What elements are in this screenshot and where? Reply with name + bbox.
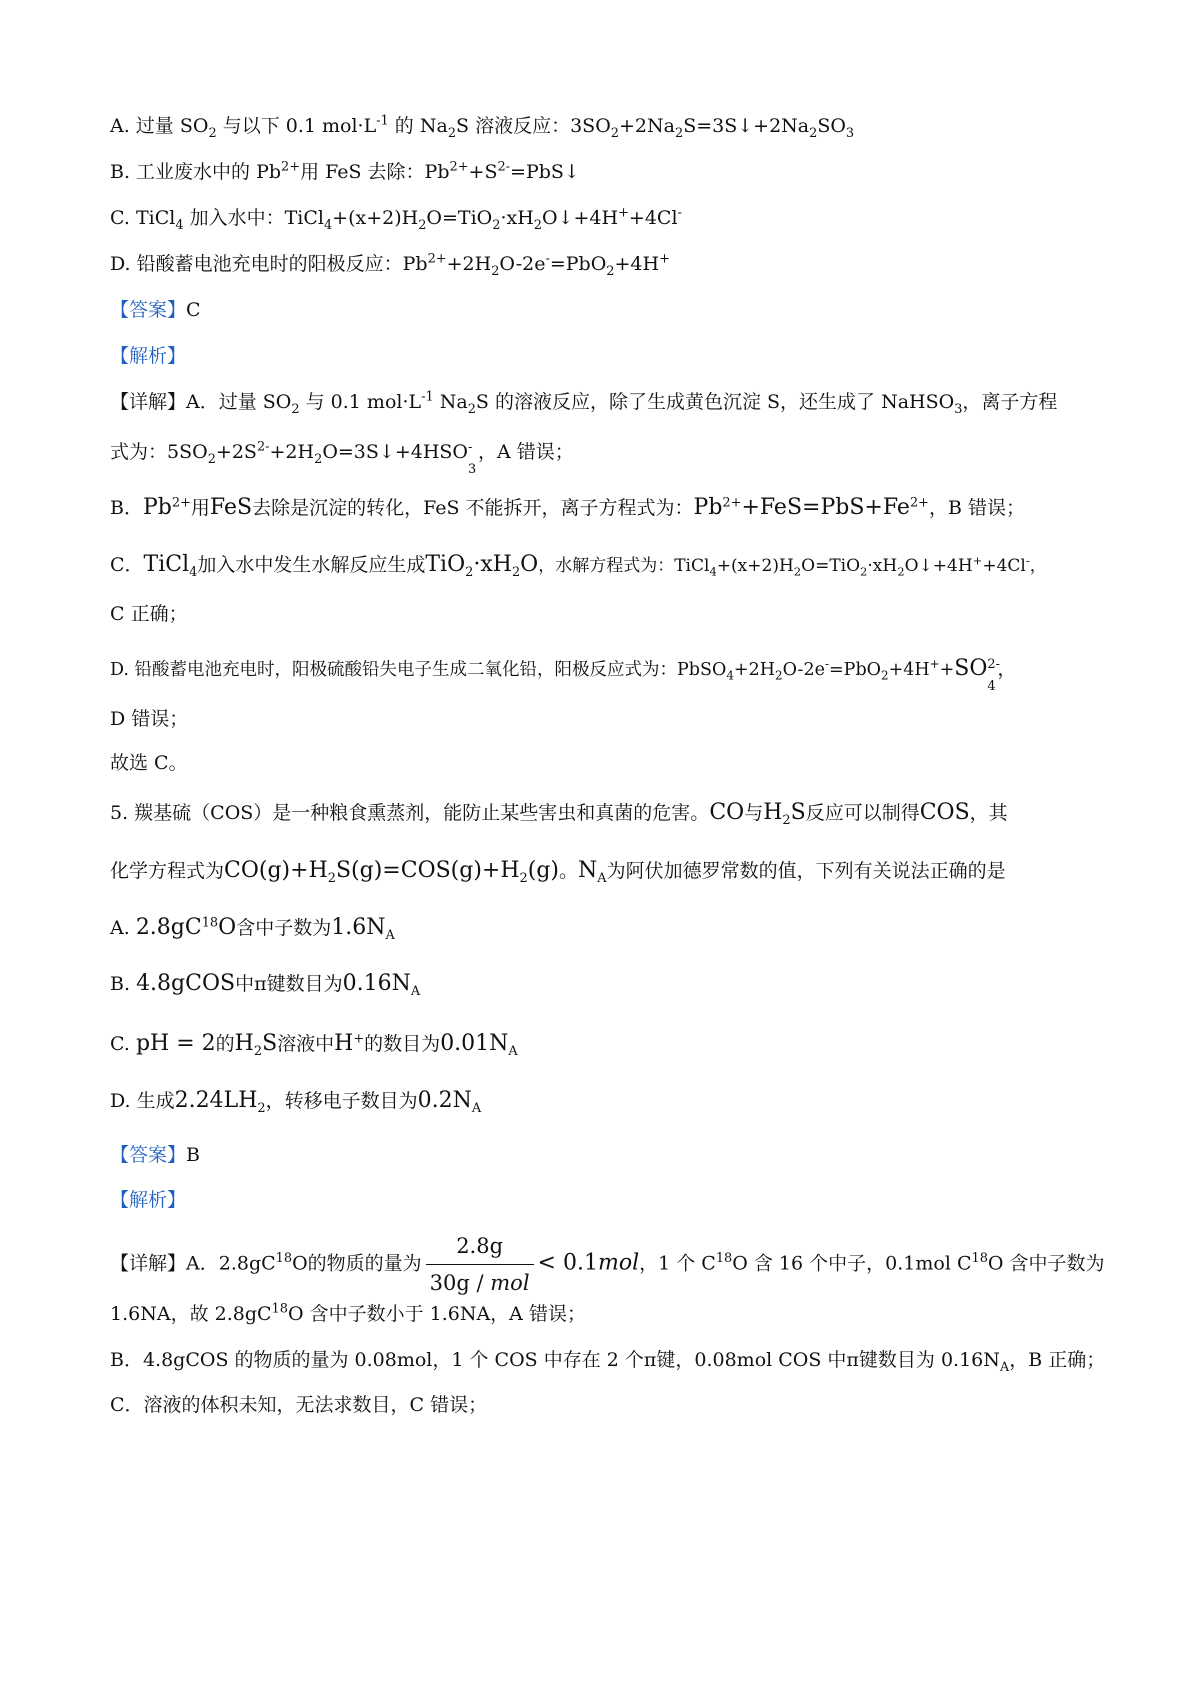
q5-explain-c: C．溶液的体积未知，无法求数目，C 错误；	[110, 1394, 488, 1416]
q4-option-d: D. 铅酸蓄电池充电时的阳极反应：$Pb^{2+}+2H_2O-2e^-=PbO_2+4H^+$	[110, 251, 670, 279]
q5-option-b: B. 4.8gCOS中π键数目为$0.16N_A$	[110, 971, 421, 999]
q5-stem-line2: 化学方程式为$CO(g)+H_2S(g)=COS(g)+H_2(g)$。$N_A$为阿伏加德罗常数的值，下列有关说法正确的是	[110, 858, 1006, 886]
q4-conclusion: 故选 C。	[110, 752, 188, 774]
q5-answer: 【答案】B	[110, 1144, 200, 1166]
q5-option-d: D. 生成$2.24LH_2$，转移电子数目为$0.2N_A$	[110, 1088, 482, 1116]
answer-tag: 【答案】	[110, 1144, 187, 1166]
q4-option-b: B. 工业废水中的 $Pb^{2+}$用 FeS 去除：$Pb^{2+}+S^{2-}=PbS↓$	[110, 159, 580, 183]
q4-answer: 【答案】C	[110, 299, 201, 321]
q4-explain-c-line1: C．TiCl$_4$加入水中发生水解反应生成$TiO_2\cdot xH_2O$，水解方程式为：$TiCl_4+(x+2)H_2O=TiO_2\cdot xH_2O↓+4H^++4Cl^-$，	[110, 552, 1047, 580]
q5-analysis-tag: 【解析】	[110, 1189, 187, 1211]
q5-explain-a-line2: 1.6NA，故 $2.8gC^{18}O$ 含中子数小于 1.6NA，A 错误；	[110, 1301, 586, 1325]
q5-explain-a-line1: 【详解】A．$2.8gC^{18}O$的物质的量为 $\frac{2.8g}{\text{30g / mol}}$ < 0.1mol，1 个 $C^{18}O$ 含 16 个中子，0.1mol $C^{18}O$ 含中子数为	[110, 1234, 1105, 1295]
fraction: $\frac{2.8g}{\text{30g / mol}}$	[426, 1232, 534, 1297]
q4-option-a: A. 过量 $SO_2$ 与以下 0.1 $mol\cdot L^{-1}$ 的 $Na_2S$ 溶液反应：$3SO_2+2Na_2S=3S↓+2Na_2SO_3$	[110, 113, 855, 141]
q5-option-a: A. $2.8gC^{18}O$含中子数为$1.6N_A$	[110, 915, 395, 943]
q5-option-c: C. pH = 2的$H_2S$溶液中H+的数目为$0.01N_A$	[110, 1031, 518, 1059]
q5-stem-line1: 5. 羰基硫（COS）是一种粮食熏蒸剂，能防止某些害虫和真菌的危害。CO与$H_2S$反应可以制得COS，其	[110, 800, 1008, 828]
q4-explain-d-line2: D 错误；	[110, 708, 189, 730]
q4-explain-a-line2: 式为：$5SO_2+2S^{2-}+2H_2O=3S↓+4HSO$ - 3 ，A 错误；	[110, 439, 574, 477]
q4-explain-b: B．$Pb^{2+}$用FeS去除是沉淀的转化，FeS 不能拆开，离子方程式为：$Pb^{2+}+FeS=PbS+Fe^{2+}$，B 错误；	[110, 495, 1025, 520]
q4-option-c: C. TiCl$_4$ 加入水中：$TiCl_4+(x+2)H_2O=TiO_2\cdot xH_2O↓+4H^++4Cl^-$	[110, 205, 682, 233]
q5-explain-b: B．4.8gCOS 的物质的量为 0.08mol，1 个 COS 中存在 2 个π键，0.08mol COS 中π键数目为 $0.16N_A$，B 正确；	[110, 1349, 1106, 1375]
q4-explain-a-line1: 【详解】A．过量 $SO_2$ 与 0.1 $mol\cdot L^{-1}$ $Na_2S$ 的溶液反应，除了生成黄色沉淀 S，还生成了 NaHSO$_3$，离子方程	[110, 389, 1058, 417]
q4-explain-c-line2: C 正确；	[110, 603, 188, 625]
q4-analysis-tag: 【解析】	[110, 345, 187, 367]
q4-explain-d-line1: D. 铅酸蓄电池充电时，阳极硫酸铅失电子生成二氧化铅，阳极反应式为：$PbSO_4+2H_2O-2e^-=PbO_2+4H^++SO$ 2- 4 ，	[110, 656, 1017, 694]
answer-tag: 【答案】	[110, 299, 187, 321]
